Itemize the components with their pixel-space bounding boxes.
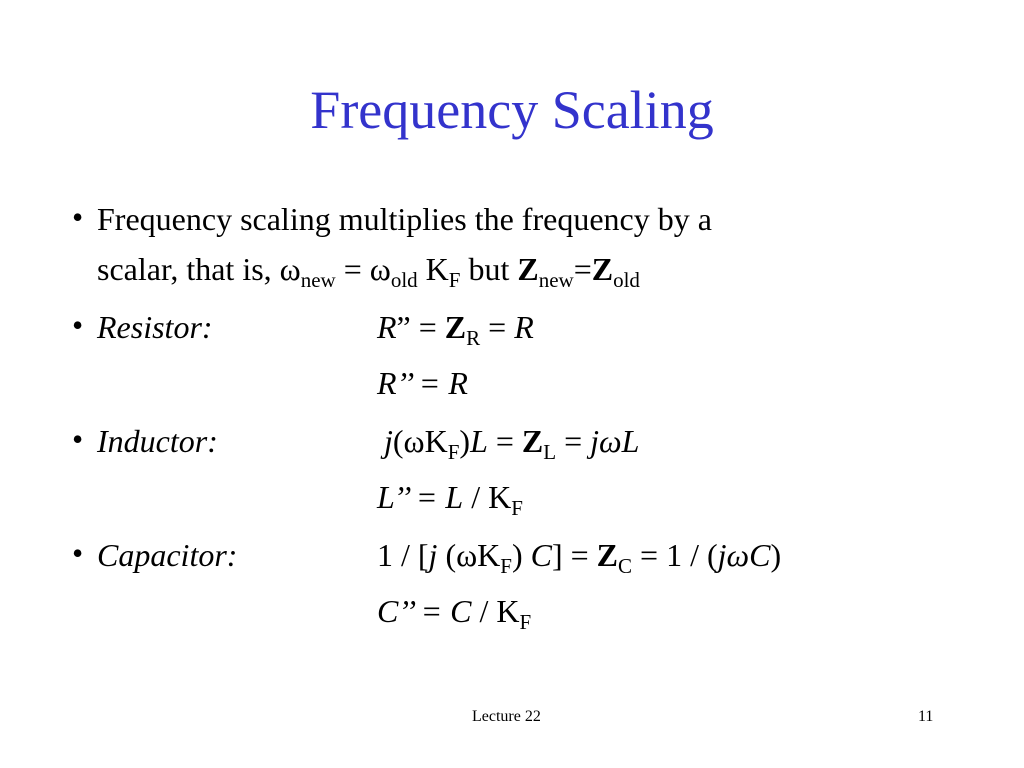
slide-title: Frequency Scaling <box>310 80 714 140</box>
bullet-1: • <box>72 199 84 235</box>
footer-page-number: 11 <box>918 708 934 725</box>
bullet-inductor: • <box>72 421 84 457</box>
capacitor-label: Capacitor: <box>97 537 238 573</box>
bullet-capacitor: • <box>72 535 84 571</box>
bullet-resistor: • <box>72 307 84 343</box>
resistor-equation-1: R” = $Z_R = R$ <box>377 309 534 350</box>
footer-lecture: Lecture 22 <box>472 708 541 725</box>
capacitor-equation-2: C’’ = C / $K_F$ <box>377 593 532 634</box>
resistor-label: Resistor: <box>97 309 213 345</box>
intro-line-1: Frequency scaling multiplies the frequency by a <box>97 201 712 237</box>
inductor-equation-2: L’’ = L / $K_F$ <box>377 479 523 520</box>
inductor-label: Inductor: <box>97 423 218 459</box>
inductor-equation-1: $j(\omega K_F)L = Z_L = j\omega L$ <box>384 423 640 464</box>
intro-line-2: scalar, that is, $\omega_{new} = \omega_{old}$ $K_F$ but $Z_{new}=Z_{old}$ <box>97 251 640 292</box>
capacitor-equation-1: 1 / [j $(\omega K_F) C] = Z_C = 1 / (j\omega C)$ <box>377 537 782 578</box>
resistor-equation-2: R’’ = R <box>377 365 468 401</box>
